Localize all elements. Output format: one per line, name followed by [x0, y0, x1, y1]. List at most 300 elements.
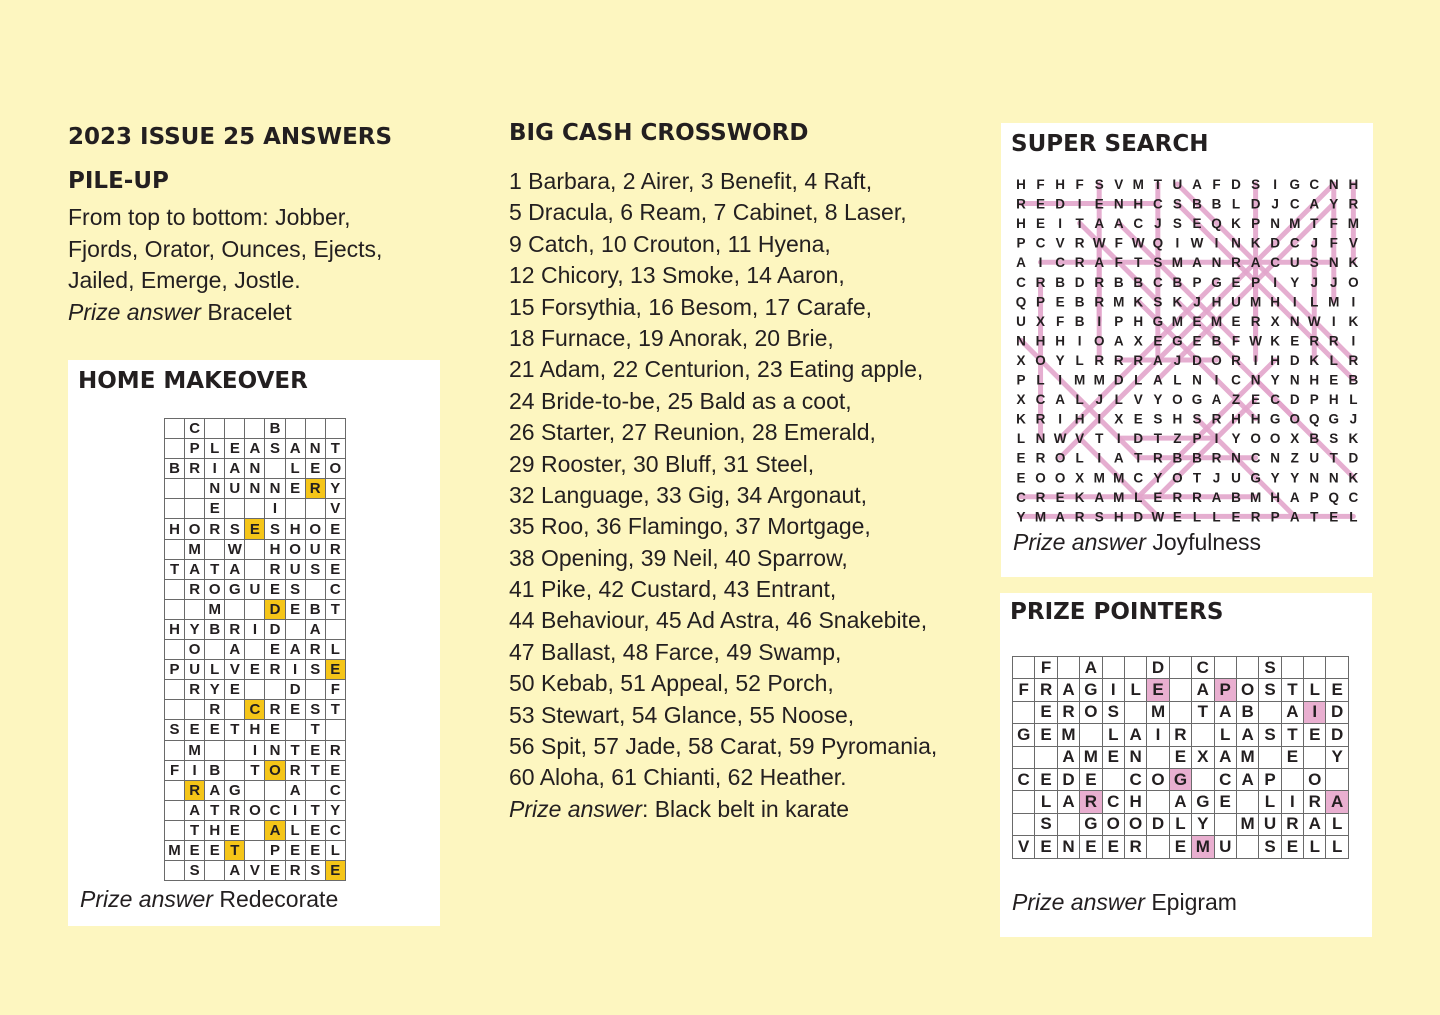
search-letter: P — [1016, 372, 1026, 388]
search-letter: M — [1113, 294, 1125, 310]
search-letter: U — [1016, 313, 1026, 329]
prize-pointers-title: PRIZE POINTERS — [1010, 599, 1224, 625]
grid-row — [165, 800, 346, 820]
grid-cell — [1013, 791, 1035, 813]
grid-cell: M — [1236, 746, 1258, 768]
grid-row — [165, 619, 346, 639]
grid-cell: E — [305, 459, 325, 479]
grid-cell — [1326, 657, 1348, 679]
grid-cell: U — [185, 660, 205, 680]
search-letter: R — [1074, 255, 1085, 271]
search-letter: F — [1075, 177, 1084, 192]
grid-cell: M — [1057, 724, 1079, 746]
grid-row — [165, 760, 346, 780]
search-letter: N — [1035, 431, 1046, 447]
search-letter: M — [1347, 216, 1359, 232]
search-letter: I — [1253, 352, 1258, 368]
search-letter: Y — [1270, 372, 1280, 388]
grid-row — [1013, 836, 1349, 858]
grid-cell: T — [325, 439, 345, 459]
grid-cell: S — [305, 861, 325, 881]
grid-cell — [1192, 724, 1214, 746]
grid-cell: F — [1013, 679, 1035, 701]
grid-cell: F — [1035, 657, 1057, 679]
grid-cell — [1147, 746, 1169, 768]
grid-cell: A — [1304, 813, 1326, 835]
grid-cell: E — [1281, 746, 1303, 768]
search-letter: E — [1055, 294, 1065, 310]
grid-cell: R — [325, 740, 345, 760]
search-letter: O — [1035, 470, 1046, 486]
search-letter: I — [1038, 255, 1043, 271]
grid-cell: D — [1326, 724, 1348, 746]
grid-cell — [165, 599, 185, 619]
grid-cell — [265, 680, 285, 700]
grid-cell: M — [185, 539, 205, 559]
grid-cell: G — [225, 780, 245, 800]
grid-cell: G — [1192, 791, 1214, 813]
grid-cell: E — [1214, 791, 1236, 813]
search-letter: D — [1113, 372, 1124, 388]
search-letter: S — [1153, 294, 1163, 310]
grid-cell — [225, 740, 245, 760]
grid-cell: T — [285, 740, 305, 760]
grid-cell — [165, 800, 185, 820]
grid-cell — [1192, 768, 1214, 790]
search-letter: E — [1055, 489, 1065, 505]
pile-up-line: Jailed, Emerge, Jostle. — [68, 267, 301, 293]
search-letter: C — [1152, 274, 1163, 290]
search-letter: J — [1310, 235, 1319, 251]
answer-line: 26 Starter, 27 Reunion, 28 Emerald, — [509, 419, 876, 446]
grid-cell: E — [1080, 768, 1102, 790]
search-letter: M — [1074, 372, 1086, 388]
grid-cell: B — [265, 419, 285, 439]
search-letter: J — [1349, 411, 1358, 427]
grid-cell: T — [305, 800, 325, 820]
search-letter: R — [1074, 509, 1085, 523]
grid-cell: R — [1080, 791, 1102, 813]
grid-cell: A — [225, 559, 245, 579]
search-letter: S — [1153, 255, 1163, 271]
search-letter: H — [1016, 216, 1026, 232]
search-letter: A — [1309, 196, 1320, 212]
search-letter: R — [1192, 489, 1202, 505]
grid-cell: A — [1214, 701, 1236, 723]
search-letter: L — [1173, 372, 1182, 388]
search-letter: V — [1114, 177, 1124, 192]
grid-row — [165, 599, 346, 619]
grid-cell: A — [225, 459, 245, 479]
grid-cell — [1236, 791, 1258, 813]
search-letter: N — [1309, 470, 1320, 486]
search-letter: C — [1133, 216, 1144, 232]
search-letter: R — [1328, 333, 1339, 349]
grid-cell: L — [1259, 791, 1281, 813]
grid-cell: R — [285, 760, 305, 780]
search-letter: G — [1191, 392, 1203, 408]
search-letter: C — [1152, 196, 1163, 212]
search-letter: D — [1074, 274, 1085, 290]
grid-cell — [165, 439, 185, 459]
grid-cell — [225, 419, 245, 439]
grid-cell — [1236, 657, 1258, 679]
search-letter: Y — [1270, 470, 1280, 486]
search-letter: F — [1329, 235, 1338, 251]
search-letter: T — [1329, 450, 1338, 466]
search-letter: N — [1231, 235, 1241, 251]
search-letter: L — [1134, 372, 1143, 388]
search-letter: E — [1231, 274, 1241, 290]
grid-cell: P — [1214, 679, 1236, 701]
grid-cell: R — [1057, 701, 1079, 723]
grid-cell — [225, 599, 245, 619]
grid-cell — [185, 499, 205, 519]
search-letter: T — [1095, 431, 1104, 447]
grid-cell — [185, 700, 205, 720]
grid-cell: S — [1102, 701, 1124, 723]
home-makeover-card — [68, 360, 440, 926]
grid-cell: E — [285, 840, 305, 860]
search-letter: W — [1092, 235, 1106, 251]
search-letter: E — [1231, 509, 1241, 523]
search-letter: R — [1035, 489, 1046, 505]
search-letter: A — [1152, 352, 1163, 368]
search-letter: C — [1016, 274, 1026, 290]
grid-cell — [165, 700, 185, 720]
grid-row — [1013, 679, 1349, 701]
grid-cell: E — [265, 640, 285, 660]
grid-cell: E — [1102, 836, 1124, 858]
grid-cell: F — [165, 760, 185, 780]
search-letter: T — [1134, 255, 1143, 271]
grid-cell: R — [1035, 679, 1057, 701]
grid-cell — [1169, 701, 1191, 723]
grid-cell: A — [1057, 679, 1079, 701]
search-letter: C — [1348, 489, 1359, 505]
answer-line: 56 Spit, 57 Jade, 58 Carat, 59 Pyromania, — [509, 733, 938, 760]
search-letter: R — [1094, 274, 1105, 290]
grid-cell: E — [225, 439, 245, 459]
search-letter: B — [1348, 372, 1359, 388]
search-letter: R — [1113, 352, 1124, 368]
grid-cell: C — [1013, 768, 1035, 790]
search-letter: J — [1193, 294, 1201, 310]
grid-cell: L — [1214, 724, 1236, 746]
grid-cell: G — [1080, 679, 1102, 701]
search-letter: U — [1172, 177, 1183, 192]
grid-cell: C — [1102, 791, 1124, 813]
search-letter: S — [1192, 411, 1202, 427]
pile-up-answers — [68, 202, 428, 328]
grid-cell: A — [1236, 768, 1258, 790]
pile-up-prize — [68, 297, 428, 329]
prize-pointers-card — [1000, 593, 1372, 937]
search-letter: J — [1271, 196, 1279, 212]
grid-cell: A — [1281, 701, 1303, 723]
grid-cell: E — [225, 680, 245, 700]
search-letter: I — [1273, 177, 1278, 192]
grid-cell — [1169, 657, 1191, 679]
grid-cell: P — [185, 439, 205, 459]
search-letter: I — [1077, 196, 1082, 212]
search-letter: X — [1270, 313, 1280, 329]
grid-cell — [305, 680, 325, 700]
pile-up-title: PILE-UP — [68, 168, 169, 194]
search-letter: F — [1329, 216, 1338, 232]
search-letter: B — [1172, 450, 1183, 466]
grid-cell: A — [1169, 791, 1191, 813]
grid-cell: E — [205, 720, 225, 740]
grid-cell: Y — [325, 800, 345, 820]
grid-row — [1013, 701, 1349, 723]
grid-cell: M — [1236, 813, 1258, 835]
grid-row — [165, 660, 346, 680]
grid-cell: A — [285, 439, 305, 459]
grid-cell: T — [305, 720, 325, 740]
grid-cell — [1326, 768, 1348, 790]
grid-cell: E — [205, 840, 225, 860]
grid-cell: A — [305, 619, 325, 639]
grid-cell: I — [245, 619, 265, 639]
grid-cell: D — [265, 599, 285, 619]
grid-cell: O — [1236, 679, 1258, 701]
search-letter: O — [1172, 470, 1183, 486]
search-letter: N — [1328, 470, 1339, 486]
grid-cell: H — [285, 519, 305, 539]
search-letter: C — [1270, 392, 1281, 408]
search-letter: F — [1114, 255, 1123, 271]
grid-cell: L — [1304, 679, 1326, 701]
grid-row — [165, 840, 346, 860]
grid-cell — [285, 619, 305, 639]
grid-cell: T — [185, 820, 205, 840]
search-letter: L — [1192, 509, 1202, 523]
search-letter: K — [1270, 333, 1281, 349]
search-letter: E — [1016, 450, 1026, 466]
search-letter: I — [1058, 372, 1062, 388]
search-letter: K — [1172, 294, 1183, 310]
grid-cell: A — [265, 820, 285, 840]
search-letter: H — [1016, 177, 1026, 192]
search-letter: G — [1269, 411, 1281, 427]
search-letter: V — [1348, 235, 1358, 251]
big-cash-answers — [509, 166, 979, 825]
search-letter: V — [1075, 431, 1085, 447]
found-word-lines — [1021, 184, 1356, 516]
grid-cell — [1102, 768, 1124, 790]
home-makeover-prize — [80, 884, 338, 916]
search-letter: A — [1211, 489, 1222, 505]
search-letter: M — [1171, 313, 1184, 329]
search-letter: U — [1289, 255, 1300, 271]
search-letter: O — [1250, 431, 1261, 447]
grid-cell — [245, 499, 265, 519]
grid-cell: C — [185, 419, 205, 439]
grid-cell: L — [285, 459, 305, 479]
search-letter: N — [1016, 333, 1026, 349]
grid-cell: R — [225, 619, 245, 639]
grid-cell: Y — [1326, 746, 1348, 768]
grid-cell — [1259, 746, 1281, 768]
search-letter: A — [1152, 372, 1163, 388]
search-letter: O — [1093, 333, 1105, 349]
grid-cell — [245, 559, 265, 579]
grid-row — [165, 499, 346, 519]
search-letter: R — [1016, 196, 1026, 212]
search-letter: G — [1172, 333, 1183, 349]
grid-cell — [1147, 791, 1169, 813]
prize-label: Prize answer — [509, 795, 642, 822]
grid-cell: E — [265, 579, 285, 599]
grid-cell — [225, 700, 245, 720]
grid-cell: U — [1214, 836, 1236, 858]
grid-cell: E — [1304, 724, 1326, 746]
search-letter: I — [1351, 294, 1356, 310]
grid-cell: E — [185, 840, 205, 860]
grid-cell: I — [1304, 701, 1326, 723]
grid-cell — [225, 499, 245, 519]
search-letter: N — [1289, 372, 1300, 388]
grid-cell: N — [265, 740, 285, 760]
search-letter: D — [1348, 450, 1359, 466]
search-letter: H — [1133, 196, 1144, 212]
grid-cell: N — [205, 479, 225, 499]
home-makeover-grid — [164, 418, 346, 881]
search-letter: B — [1211, 196, 1222, 212]
grid-cell: A — [1192, 679, 1214, 701]
grid-cell: R — [185, 780, 205, 800]
grid-cell: E — [285, 599, 305, 619]
grid-cell: O — [325, 459, 345, 479]
grid-cell — [325, 419, 345, 439]
search-letter: L — [1114, 392, 1123, 408]
search-letter: I — [1292, 294, 1297, 310]
search-letter: R — [1348, 196, 1359, 212]
grid-cell: S — [1259, 657, 1281, 679]
search-letter: D — [1289, 392, 1300, 408]
grid-cell: D — [265, 619, 285, 639]
grid-cell: S — [185, 861, 205, 881]
grid-cell: R — [1304, 791, 1326, 813]
grid-cell — [245, 640, 265, 660]
search-letter: K — [1016, 411, 1026, 427]
grid-cell — [1214, 813, 1236, 835]
grid-cell: O — [245, 800, 265, 820]
search-letter: A — [1055, 392, 1065, 408]
grid-cell: S — [1259, 679, 1281, 701]
grid-cell: L — [205, 660, 225, 680]
grid-cell: I — [205, 459, 225, 479]
grid-cell — [1281, 768, 1303, 790]
grid-cell — [1124, 701, 1146, 723]
search-letter: P — [1192, 431, 1202, 447]
grid-cell: R — [1169, 724, 1191, 746]
grid-cell: R — [265, 559, 285, 579]
grid-cell: E — [325, 760, 345, 780]
search-letter: C — [1133, 470, 1144, 486]
grid-cell — [285, 499, 305, 519]
search-letter: A — [1250, 255, 1261, 271]
grid-row — [1013, 724, 1349, 746]
big-cash-prize — [509, 794, 979, 825]
grid-cell: N — [1124, 746, 1146, 768]
search-letter: N — [1231, 450, 1241, 466]
grid-cell — [1035, 746, 1057, 768]
grid-cell — [325, 619, 345, 639]
grid-cell: R — [305, 479, 325, 499]
grid-cell: G — [225, 579, 245, 599]
grid-cell: O — [205, 579, 225, 599]
search-letter: B — [1309, 431, 1320, 447]
search-letter: T — [1192, 470, 1202, 486]
grid-cell: M — [1080, 746, 1102, 768]
grid-cell: C — [1192, 657, 1214, 679]
search-letter: K — [1133, 294, 1144, 310]
search-letter: C — [1309, 177, 1320, 192]
search-letter: S — [1172, 216, 1182, 232]
grid-cell: U — [285, 559, 305, 579]
search-letter: W — [1053, 431, 1067, 447]
grid-cell: S — [265, 519, 285, 539]
grid-cell — [165, 539, 185, 559]
grid-cell — [205, 539, 225, 559]
pile-up-line: Fjords, Orator, Ounces, Ejects, — [68, 235, 383, 262]
search-letter: H — [1035, 333, 1046, 349]
grid-cell: E — [1281, 836, 1303, 858]
search-letter: B — [1133, 274, 1144, 290]
grid-cell: E — [285, 700, 305, 720]
search-letter: O — [1211, 352, 1222, 368]
search-letter: Z — [1231, 392, 1241, 408]
grid-cell: B — [205, 760, 225, 780]
search-letter: C — [1035, 392, 1046, 408]
grid-cell: S — [285, 579, 305, 599]
grid-row — [165, 579, 346, 599]
search-letter: R — [1035, 274, 1046, 290]
grid-cell: R — [205, 700, 225, 720]
grid-row — [165, 439, 346, 459]
prize-value: : Black belt in karate — [641, 795, 850, 822]
search-letter: H — [1211, 294, 1222, 310]
search-letter: I — [1331, 313, 1336, 329]
search-letter: H — [1250, 411, 1261, 427]
search-letter: L — [1134, 489, 1143, 505]
grid-cell: Y — [1192, 813, 1214, 835]
grid-cell: M — [205, 599, 225, 619]
pile-up-line: From top to bottom: Jobber, — [68, 204, 351, 230]
prize-value: Redecorate — [212, 886, 339, 912]
search-letter: F — [1036, 177, 1045, 192]
grid-cell: R — [1124, 836, 1146, 858]
grid-cell — [1214, 657, 1236, 679]
search-letter: L — [1329, 352, 1338, 368]
search-letter: K — [1231, 216, 1241, 232]
grid-cell: D — [285, 680, 305, 700]
grid-cell: V — [1013, 836, 1035, 858]
answer-line: 21 Adam, 22 Centurion, 23 Eating apple, — [509, 356, 924, 383]
search-letter: A — [1211, 392, 1222, 408]
search-letter: F — [1055, 313, 1065, 329]
grid-cell: E — [325, 519, 345, 539]
search-letter: R — [1211, 411, 1222, 427]
search-letter: G — [1289, 177, 1300, 192]
grid-cell: O — [185, 519, 205, 539]
grid-cell — [1236, 836, 1258, 858]
grid-cell: D — [1147, 813, 1169, 835]
grid-cell — [165, 740, 185, 760]
search-letter: V — [1055, 235, 1065, 251]
